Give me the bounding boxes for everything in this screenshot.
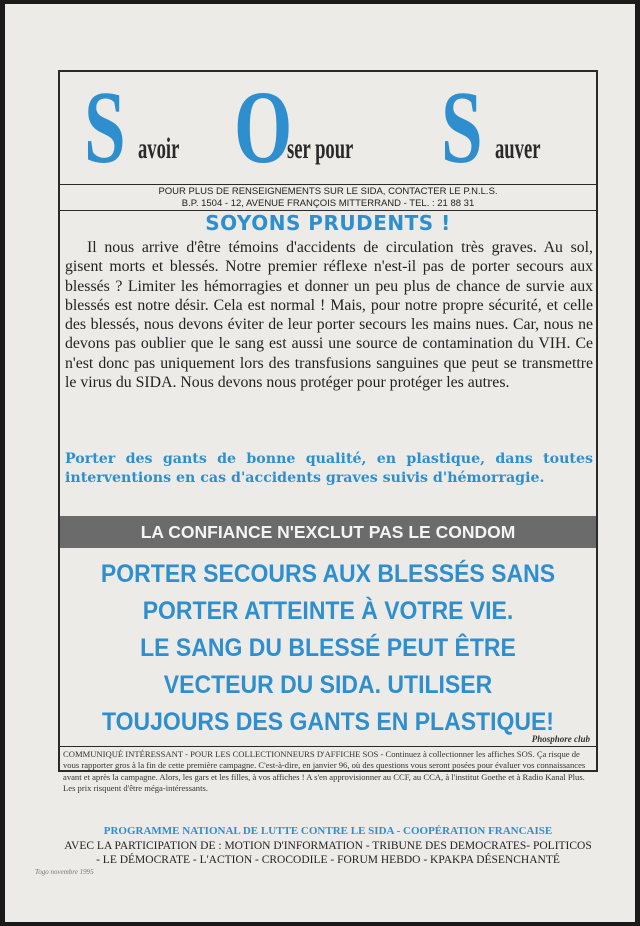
- letter-s-first: S: [84, 70, 126, 185]
- letter-s-second: S: [441, 70, 483, 185]
- letter-o: O: [234, 70, 293, 185]
- program-line: PROGRAMME NATIONAL DE LUTTE CONTRE LE SIDA - COOPÉRATION FRANCAISE: [103, 825, 553, 837]
- contact-line-2: B.P. 1504 - 12, AVENUE FRANÇOIS MITTERRAND - TEL. : 21 88 31: [181, 198, 475, 209]
- communique-text: COMMUNIQUÉ INTÉRESSANT - POUR LES COLLECTIONNEURS D'AFFICHE SOS - Continuez à collectionner les affiches SOS. Ça risque de vous rapporter gros à la fin de cette première campagne. C'est-à-dire, en janvier 96, où des questions vous seront posées pour évaluer vos connaissances avant et après la campagne. Alors, les gars et les filles, à vos affiches ! A s'en approvisionner au CCF, au CCA, à l'institut Goethe et à Radio Kanal Plus. Les prix risquent d'être méga-intéressants.: [60, 746, 596, 797]
- slogan-line-2: PORTER ATTEINTE À VOTRE VIE.: [142, 597, 514, 625]
- phosphore-credit: Phosphore club: [531, 734, 590, 744]
- word-avoir: avoir: [138, 132, 180, 165]
- slogan-line-3: LE SANG DU BLESSÉ PEUT ÊTRE: [140, 634, 516, 662]
- slogan-line-5: TOUJOURS DES GANTS EN PLASTIQUE!: [102, 708, 554, 736]
- glove-advice: Porter des gants de bonne qualité, en plastique, dans toutes interventions en cas d'accidents graves suivis d'hémorragie.: [65, 451, 593, 486]
- slogan-line-4: VECTEUR DU SIDA. UTILISER: [163, 671, 493, 699]
- main-slogan: [60, 556, 596, 741]
- condom-banner: LA CONFIANCE N'EXCLUT PAS LE CONDOM: [60, 516, 596, 548]
- contact-info: [60, 184, 596, 211]
- poster-frame: [58, 70, 598, 794]
- participation-line: AVEC LA PARTICIPATION DE : MOTION D'INFORMATION - TRIBUNE DES DEMOCRATES- POLITICOS: [64, 839, 592, 852]
- slogan-line-1: PORTER SECOURS AUX BLESSÉS SANS: [100, 560, 556, 588]
- newspapers-line: - LE DÉMOCRATE - L'ACTION - CROCODILE - FORUM HEBDO - KPAKPA DÉSENCHANTÉ: [96, 854, 560, 866]
- article-title: SOYONS PRUDENTS !: [205, 211, 451, 235]
- handwritten-note: Togo novembre 1995: [35, 868, 94, 876]
- poster-paper: [5, 4, 635, 922]
- word-oser-pour: ser pour: [287, 132, 354, 165]
- article-body: Il nous arrive d'être témoins d'accidents de circulation très graves. Au sol, gisent morts et blessés. Notre premier réflexe n'est-il pas de porter secours aux blessés ? Limiter les hémorragies et donner un peu plus de chance de survie aux blessés est notre désir. Cela est normal ! Mais, pour notre propre sécurité, et celle des blessés, nous devons éviter de leur porter secours les mains nues. Car, nous ne devons pas oublier que le sang est aussi une source de contamination du VIH. Ce n'est donc pas uniquement lors des transfusions sanguines que peut se transmettre le virus du SIDA. Nous devons nous protéger pour protéger les autres.: [65, 239, 593, 392]
- sos-header: [60, 72, 596, 184]
- word-sauver: auver: [495, 132, 541, 165]
- sponsors-footer: [58, 824, 598, 868]
- contact-line-1: POUR PLUS DE RENSEIGNEMENTS SUR LE SIDA, CONTACTER LE P.N.L.S.: [158, 186, 498, 197]
